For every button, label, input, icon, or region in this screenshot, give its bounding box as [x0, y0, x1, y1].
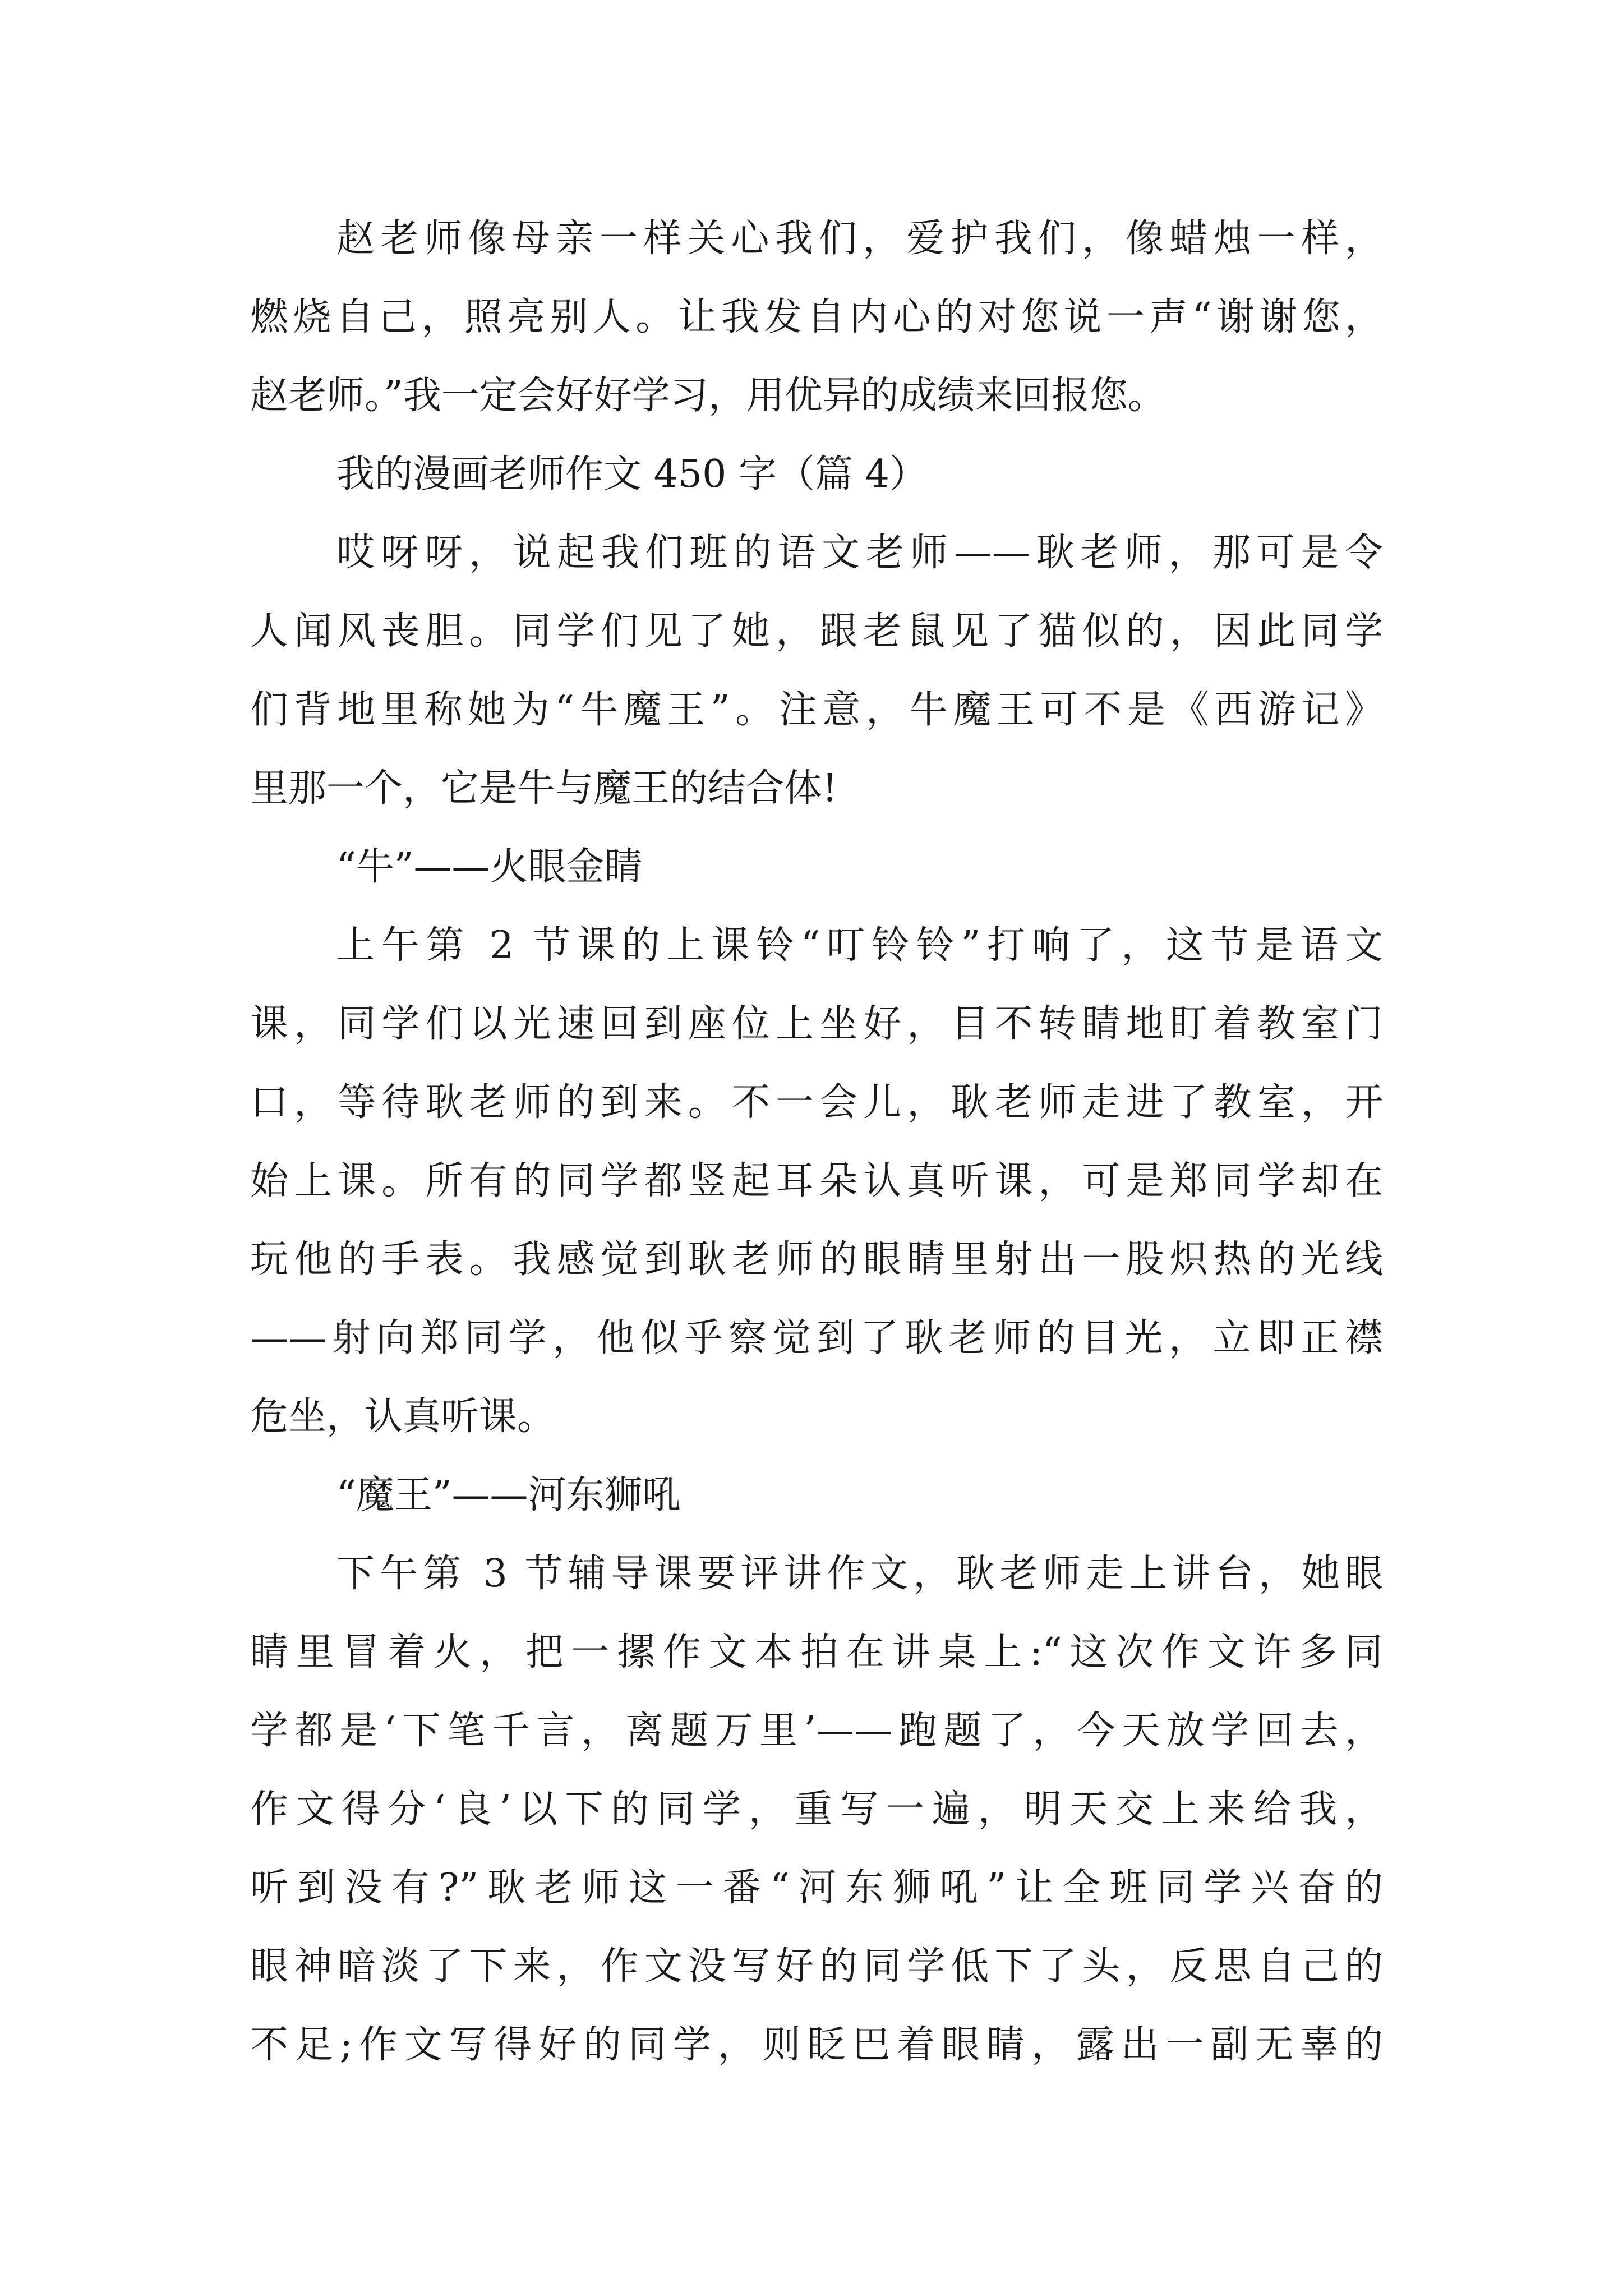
text-line-12: 口，等待耿老师的到来。不一会儿，耿老师走进了教室，开	[250, 1080, 1383, 1125]
text-line-6: 人闻风丧胆。同学们见了她，跟老鼠见了猫似的，因此同学	[250, 609, 1383, 654]
subheading-niu: “牛”——火眼金睛	[336, 845, 643, 889]
subheading-mowang: “魔王”——河东狮吼	[336, 1473, 681, 1517]
text-line-11: 课，同学们以光速回到座位上坐好，目不转睛地盯着教室门	[250, 1002, 1383, 1046]
text-line-23: 眼神暗淡了下来，作文没写好的同学低下了头，反思自己的	[250, 1944, 1383, 1989]
text-line-15: ——射向郑同学，他似乎察觉到了耿老师的目光，立即正襟	[250, 1316, 1383, 1360]
text-line-3: 赵老师。”我一定会好好学习，用优异的成绩来回报您。	[250, 374, 1166, 418]
text-line-13: 始上课。所有的同学都竖起耳朵认真听课，可是郑同学却在	[250, 1159, 1383, 1203]
text-line-10: 上午第 2 节课的上课铃“叮铃铃”打响了，这节是语文	[336, 923, 1383, 968]
text-line-20: 学都是‘下笔千言，离题万里’——跑题了，今天放学回去，	[250, 1709, 1383, 1753]
text-line-5: 哎呀呀，说起我们班的语文老师——耿老师，那可是令	[336, 531, 1383, 575]
text-line-2: 燃烧自己，照亮别人。让我发自内心的对您说一声“谢谢您，	[250, 295, 1383, 339]
section-heading-4: 我的漫画老师作文 450 字（篇 4）	[336, 452, 928, 496]
text-line-16: 危坐，认真听课。	[250, 1395, 556, 1439]
text-line-14: 玩他的手表。我感觉到耿老师的眼睛里射出一股炽热的光线	[250, 1237, 1383, 1282]
text-line-22: 听到没有?”耿老师这一番“河东狮吼”让全班同学兴奋的	[250, 1866, 1383, 1910]
text-line-18: 下午第 3 节辅导课要评讲作文，耿老师走上讲台，她眼	[336, 1552, 1383, 1596]
text-line-19: 睛里冒着火，把一摞作文本拍在讲桌上:“这次作文许多同	[250, 1630, 1383, 1674]
text-line-24: 不足;作文写得好的同学，则眨巴着眼睛，露出一副无辜的	[250, 2023, 1383, 2067]
text-line-21: 作文得分‘良’以下的同学，重写一遍，明天交上来给我，	[250, 1787, 1383, 1832]
text-line-8: 里那一个，它是牛与魔王的结合体!	[250, 766, 838, 811]
text-line-1: 赵老师像母亲一样关心我们，爱护我们，像蜡烛一样，	[336, 217, 1383, 261]
text-line-7: 们背地里称她为“牛魔王”。注意，牛魔王可不是《西游记》	[250, 688, 1383, 732]
